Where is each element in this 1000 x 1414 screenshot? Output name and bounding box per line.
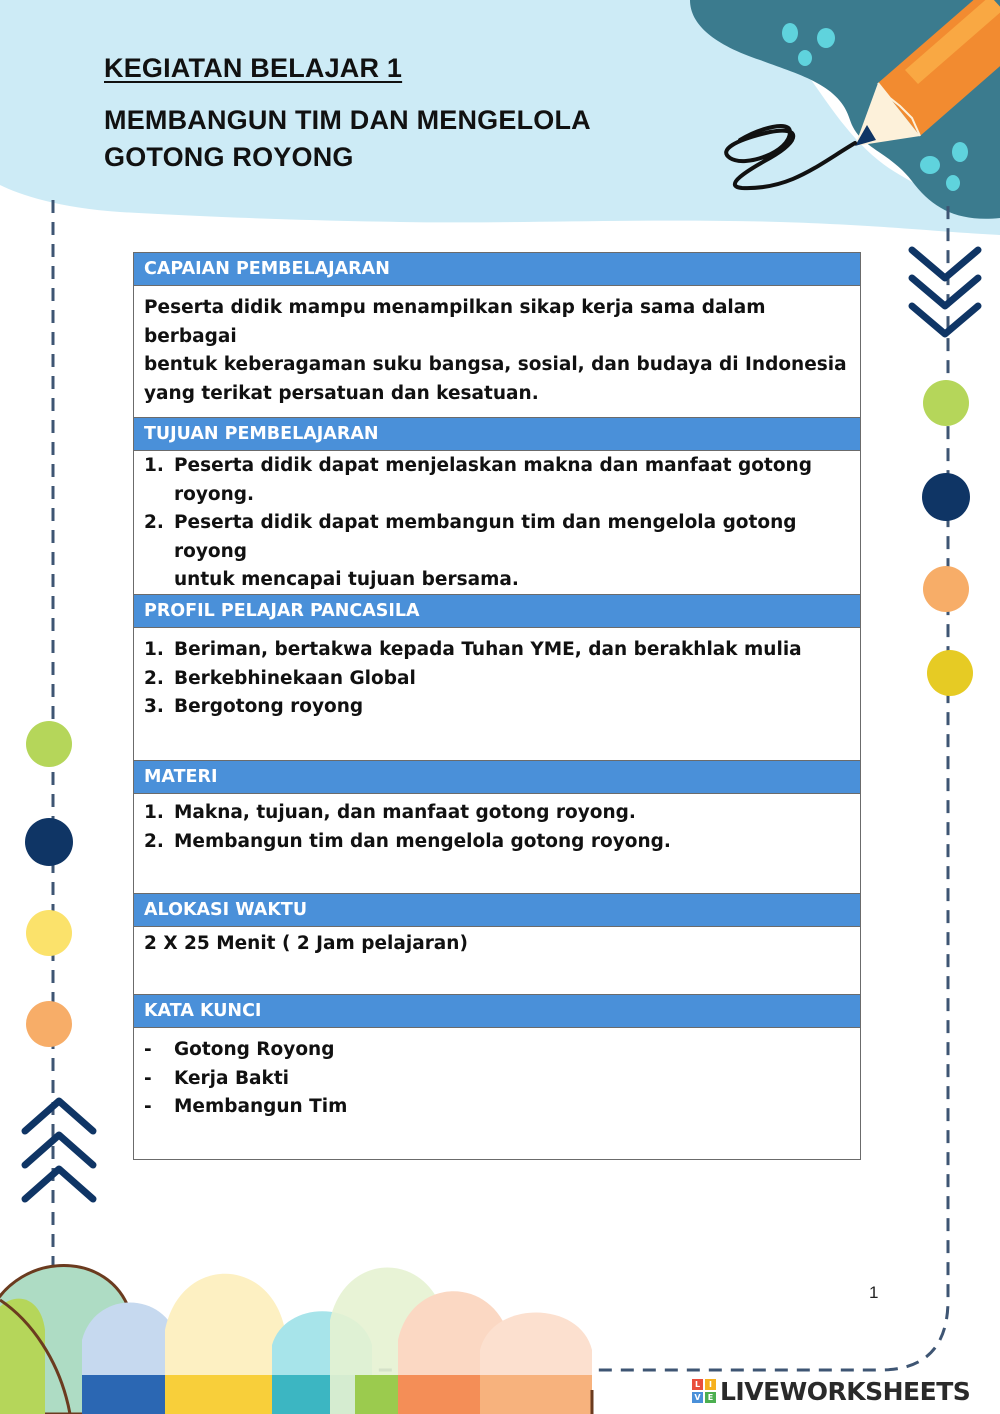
- list-marker: -: [144, 1039, 152, 1060]
- list-item-line: Peserta didik dapat membangun tim dan mengelola gotong royong: [174, 512, 797, 562]
- dot-green: [923, 380, 969, 426]
- list-item: [144, 636, 848, 665]
- page-title: [104, 102, 704, 176]
- section-body-profil: [134, 628, 860, 761]
- list-item: [144, 1093, 848, 1122]
- list-item-text: Berkebhinekaan Global: [174, 667, 416, 689]
- list-item: [144, 828, 848, 857]
- section-heading-capaian: CAPAIAN PEMBELAJARAN: [134, 253, 860, 286]
- paragraph-line: yang terikat persatuan dan kesatuan.: [144, 382, 539, 404]
- section-body-alokasi: [134, 927, 860, 995]
- list-item: [144, 509, 848, 595]
- list-item: [144, 693, 848, 722]
- list-marker: 2.: [144, 667, 164, 689]
- list-marker: -: [144, 1067, 152, 1089]
- logo-square: E: [705, 1392, 716, 1403]
- lesson-label: KEGIATAN BELAJAR 1: [104, 53, 403, 83]
- paragraph-line: Peserta didik mampu menampilkan sikap kerja sama dalam berbagai: [144, 297, 766, 347]
- list-item-text: Membangun Tim: [174, 1096, 348, 1117]
- watermark-text: LIVEWORKSHEETS: [720, 1376, 971, 1406]
- section-heading-materi: MATERI: [134, 761, 860, 794]
- list-marker: 1.: [144, 802, 164, 823]
- list-item-text: Makna, tujuan, dan manfaat gotong royong.: [174, 802, 636, 823]
- bottom-arches: [0, 1266, 592, 1414]
- list-item-text: Kerja Bakti: [174, 1067, 290, 1089]
- dot-light-yellow: [26, 910, 72, 956]
- list-marker: 1.: [144, 639, 164, 660]
- dot-orange: [923, 566, 969, 612]
- section-body-kata-kunci: [134, 1028, 860, 1159]
- list-item: [144, 1065, 848, 1094]
- liveworksheets-watermark: [692, 1374, 970, 1408]
- list-item-line: untuk mencapai tujuan bersama.: [174, 569, 519, 590]
- section-heading-profil: PROFIL PELAJAR PANCASILA: [134, 595, 860, 628]
- list-item: [144, 452, 848, 509]
- liveworksheets-logo-icon: [692, 1379, 716, 1403]
- dot-navy: [25, 818, 73, 866]
- section-body-tujuan: [134, 451, 860, 595]
- dot-navy: [922, 473, 970, 521]
- time-allocation: 2 X 25 Menit ( 2 Jam pelajaran): [144, 933, 468, 954]
- list-marker: 2.: [144, 830, 164, 852]
- list-item-line: Peserta didik dapat menjelaskan makna dan manfaat gotong: [174, 455, 812, 476]
- list-item: [144, 799, 848, 828]
- title-line: MEMBANGUN TIM DAN MENGELOLA: [104, 105, 591, 135]
- logo-square: I: [705, 1379, 716, 1390]
- dot-orange: [26, 1001, 72, 1047]
- list-item: [144, 665, 848, 694]
- list-marker: 2.: [144, 512, 164, 533]
- page-number: 1: [869, 1283, 879, 1302]
- section-heading-alokasi: ALOKASI WAKTU: [134, 894, 860, 927]
- info-table: [133, 252, 861, 1160]
- list-marker: 1.: [144, 455, 164, 476]
- list-marker: -: [144, 1096, 152, 1117]
- list-item-text: Membangun tim dan mengelola gotong royong.: [174, 830, 671, 852]
- list-item-text: Gotong Royong: [174, 1039, 335, 1060]
- paragraph-line: bentuk keberagaman suku bangsa, sosial, dan budaya di Indonesia: [144, 354, 847, 375]
- section-heading-tujuan: TUJUAN PEMBELAJARAN: [134, 418, 860, 451]
- chevron-up-icon: [25, 1101, 93, 1199]
- section-body-capaian: [134, 286, 860, 418]
- list-item-text: Bergotong royong: [174, 696, 364, 717]
- chevron-down-icon: [912, 250, 978, 334]
- list-item: [144, 1036, 848, 1065]
- logo-square: V: [692, 1392, 703, 1403]
- list-item-line: royong.: [174, 483, 255, 505]
- section-body-materi: [134, 794, 860, 894]
- list-item-text: Beriman, bertakwa kepada Tuhan YME, dan berakhlak mulia: [174, 639, 802, 660]
- logo-square: L: [692, 1379, 703, 1390]
- dot-yellow: [927, 650, 973, 696]
- dot-green: [26, 721, 72, 767]
- section-heading-kata-kunci: KATA KUNCI: [134, 995, 860, 1028]
- title-line: GOTONG ROYONG: [104, 142, 354, 172]
- list-marker: 3.: [144, 696, 164, 717]
